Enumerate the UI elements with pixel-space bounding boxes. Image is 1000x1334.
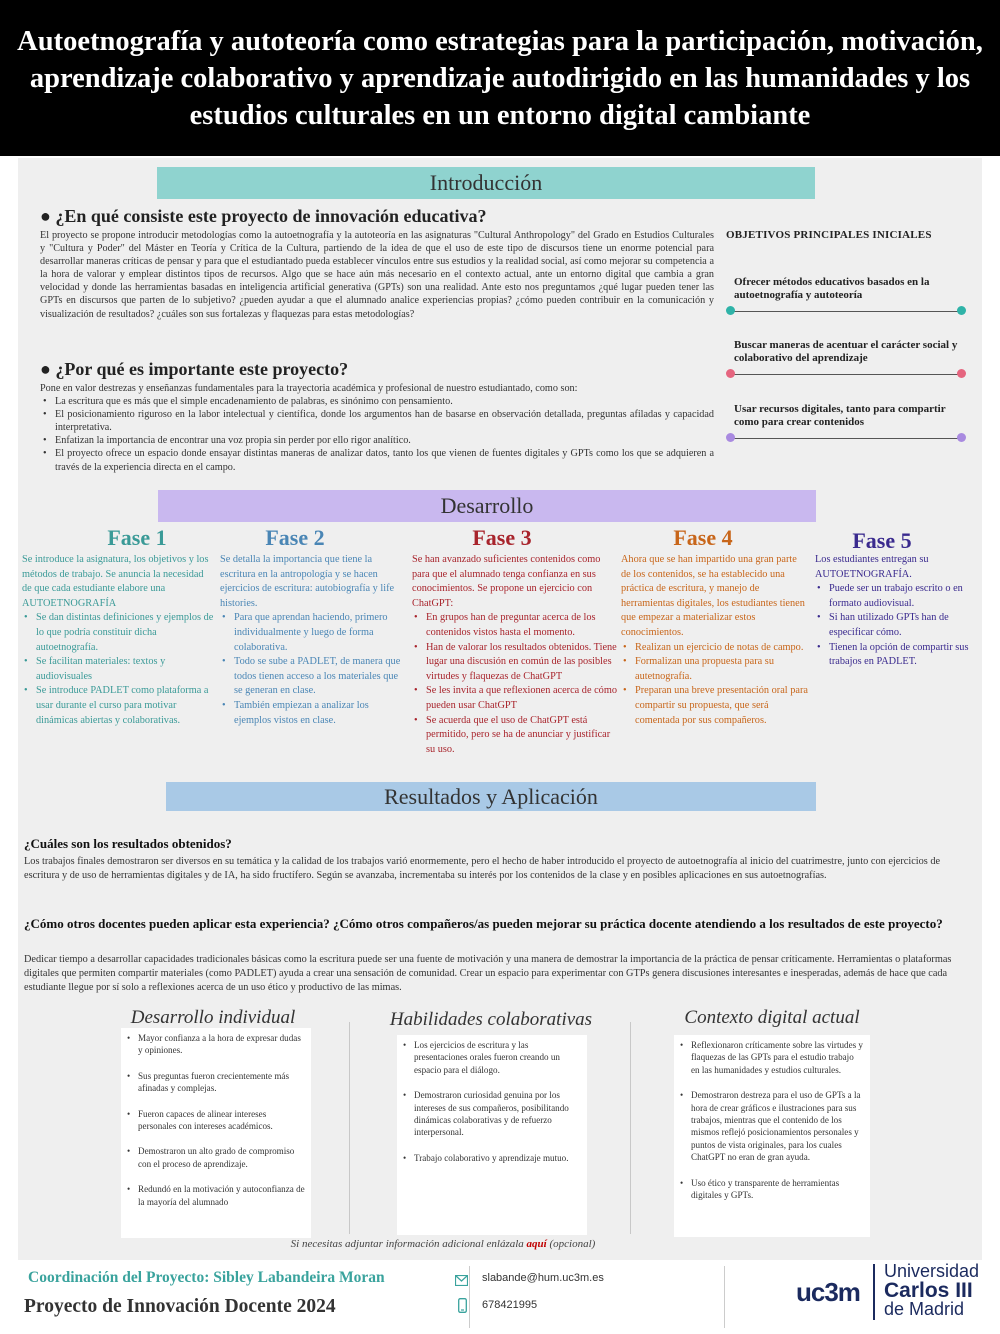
- column-list: [401, 1039, 581, 1164]
- footer-divider: [724, 1266, 725, 1328]
- column-item: • Reflexionaron críticamente sobre las virtudes y flaquezas de las GPTs para el estudio trabajo en las humanidades y estudios culturales.: [678, 1039, 864, 1076]
- program-name: Proyecto de Innovación Docente 2024: [24, 1296, 336, 1317]
- poster-title: Autoetnografía y autoteoría como estrategias para la participación, motivación, aprendizaje colaborativo y aprendizaje autodirigido en las humanidades y los estudios culturales en un entorno digital cambiante: [17, 25, 983, 131]
- objetivo-dot-end: [957, 369, 966, 378]
- column-list: [678, 1039, 864, 1201]
- objetivo-dot-end: [957, 306, 966, 315]
- fase-intro: Se detalla la importancia que tiene la escritura en la antropología y se hacen ejercicios de escritura: autobiografía y life histories.: [220, 554, 395, 609]
- fase-bullet: • Si han utilizado GPTs han de especificar cómo.: [815, 611, 980, 640]
- intro-bullet-list: [40, 395, 714, 474]
- objetivo-item: [726, 339, 966, 379]
- objetivo-line: [730, 311, 962, 312]
- column-title-colaborativas: Habilidades colaborativas: [389, 1009, 593, 1030]
- fase-bullet: • Todo se sube a PADLET, de manera que todos tienen acceso a los materiales que se generan en clase.: [220, 655, 408, 699]
- fase-5-body: [815, 553, 980, 670]
- column-item: • Demostraron destreza para el uso de GPTs a la hora de crear gráficos e ilustraciones para sus trabajos, mientras que el contenido de los mismos reflejó posicionamientos personales y puntos de vista originales, para los cuales ChatGPT no eran de gran ayuda.: [678, 1089, 864, 1163]
- intro-bullet: • El proyecto ofrece un espacio donde ensayar distintas maneras de analizar datos, tanto los que vienen de fuentes digitales y GPTs como los que se adquieren a través de la experiencia directa en el campo.: [40, 447, 714, 473]
- footer-divider: [469, 1266, 470, 1328]
- fase-bullet: • También empiezan a analizar los ejemplos vistos en clase.: [220, 699, 408, 728]
- fase-bullet: • Preparan una breve presentación oral para compartir su propuesta, que será comentada por sus compañeros.: [621, 684, 808, 728]
- additional-info-note: [0, 1238, 886, 1250]
- phone-number: 678421995: [482, 1299, 538, 1311]
- fase-3-body: [412, 553, 618, 757]
- fase-3-title: Fase 3: [472, 525, 532, 550]
- column-card-digital: [674, 1035, 870, 1237]
- uc3m-logo: uc3m: [796, 1277, 860, 1307]
- phone-icon: [458, 1298, 467, 1318]
- university-logo: [884, 1262, 979, 1319]
- poster-header: [0, 0, 1000, 156]
- column-item: • Mayor confianza a la hora de expresar dudas y opiniones.: [125, 1032, 305, 1057]
- fase-bullets: [815, 582, 980, 670]
- objetivo-text: Usar recursos digitales, tanto para compartir como para crear contenidos: [734, 403, 946, 428]
- intro-paragraph-2: Pone en valor destrezas y enseñanzas fundamentales para la trayectoria académica y profesional de nuestro estudiantado, como son:: [40, 383, 578, 394]
- fase-bullets: [22, 611, 215, 728]
- fase-intro: Se han avanzado suficientes contenidos como para que el alumnado tenga confianza en sus conocimientos. Se propone un ejercicio con ChatGPT:: [412, 554, 601, 609]
- objetivos-title: OBJETIVOS PRINCIPALES INICIALES: [726, 229, 932, 241]
- section-bar-desarrollo: Desarrollo: [158, 490, 816, 522]
- university-line-1: Universidad: [884, 1261, 980, 1281]
- fase-bullet: • Tienen la opción de compartir sus trabajos en PADLET.: [815, 641, 980, 670]
- project-coordinator: Coordinación del Proyecto: Sibley Labandeira Moran: [28, 1269, 385, 1286]
- column-item: • Uso ético y transparente de herramientas digitales y GPTs.: [678, 1177, 864, 1202]
- objetivo-line: [730, 374, 962, 375]
- additional-info-link[interactable]: aquí: [526, 1238, 547, 1250]
- fase-1-body: [22, 553, 215, 728]
- objetivo-text: Ofrecer métodos educativos basados en la autoetnografía y autoteoría: [734, 276, 930, 301]
- column-item: • Los ejercicios de escritura y las presentaciones orales fueron creando un espacio para el diálogo.: [401, 1039, 581, 1076]
- resultados-question-1: ¿Cuáles son los resultados obtenidos?: [24, 836, 232, 851]
- fase-bullet: • Han de valorar los resultados obtenidos. Tiene lugar una discusión en común de las posibles virtudes y flaquezas de ChatGPT: [412, 641, 618, 685]
- objetivo-timeline: [726, 369, 966, 379]
- objetivo-dot-start: [726, 433, 735, 442]
- intro-question-2: ● ¿Por qué es importante este proyecto?: [40, 359, 349, 379]
- objetivo-dot-start: [726, 369, 735, 378]
- intro-bullet: • Enfatizan la importancia de encontrar una voz propia sin perder por ello rigor analítico.: [40, 434, 714, 447]
- column-divider: [630, 1022, 631, 1234]
- intro-bullet: • El posicionamiento riguroso en la labor intelectual y científica, donde los argumentos han de basarse en observación detallada, preguntas afiladas y capacidad interpretativa.: [40, 408, 714, 434]
- resultados-paragraph-2: Dedicar tiempo a desarrollar capacidades tradicionales básicas como la escritura puede ser una fuente de motivación y una manera de demostrar la importancia de la práctica de pensar críticamente. Herramientas o plataformas digitales que permiten compartir materiales (como PADLET) ayuda a crear una sensación de comunidad. Crear un espacio para experimentar con GTPs genera discusiones interesantes e inesperadas, además de hace que cada estudiante llegue por sí solo a reflexiones acerca de un uso ético y productivo de las mimas.: [24, 954, 952, 993]
- fase-bullets: [220, 611, 408, 728]
- fase-bullet: • Se les invita a que reflexionen acerca de cómo pueden usar ChatGPT: [412, 684, 618, 713]
- fase-5-title: Fase 5: [852, 528, 912, 553]
- fase-bullet: • Se dan distintas definiciones y ejemplos de lo que podría constituir dicha autoetnografía.: [22, 611, 215, 655]
- column-item: • Demostraron un alto grado de compromiso con el proceso de aprendizaje.: [125, 1145, 305, 1170]
- university-line-3: de Madrid: [884, 1299, 965, 1319]
- fase-bullet: • Para que aprendan haciendo, primero individualmente y luego de forma colaborativa.: [220, 611, 408, 655]
- fase-bullets: [412, 611, 618, 757]
- fase-bullet: • Puede ser un trabajo escrito o en formato audiovisual.: [815, 582, 980, 611]
- objetivo-timeline: [726, 306, 966, 316]
- section-bar-introduccion: Introducción: [157, 167, 815, 199]
- note-text: Si necesitas adjuntar información adicional enlázala: [290, 1238, 527, 1250]
- column-card-individual: [121, 1028, 311, 1238]
- section-bar-resultados: Resultados y Aplicación: [166, 782, 816, 811]
- objetivo-dot-start: [726, 306, 735, 315]
- envelope-icon: [455, 1273, 468, 1291]
- intro-paragraph-1: El proyecto se propone introducir metodologías como la autoetnografía y la autoteoría en las asignaturas "Cultural Anthropology" del Grado en Estudios Culturales y "Cultura y Poder" del Máster en Teoría y Crítica de la Cultura, partiendo de la idea de que el uso de este tipo de discursos tiene un enorme potencial para desarrollar maneras críticas de pensar y para que el estudiantado pueda establecer vínculos entre sus estudios y la realidad social, así como mejorar su competencia a la hora de valorar y emplear distintos tipos de recursos. Algo que se hace aún más necesario en el contexto actual, ante un entorno digital que cambia a gran velocidad y donde las herramientas basadas en inteligencia artificial generativa (GPTs) son una realidad. Ante esto nos preguntamos ¿qué lugar pueden tener las GPTs en discursos que parten de lo subjetivo? ¿pueden ayudar a que el alumnado analice experiencias propias? ¿cómo pueden contribuir en la comunicación y visualización de resultados? ¿cuáles son sus fortalezas y flaquezas para estas metodologías?: [40, 230, 714, 320]
- objetivo-item: [726, 403, 966, 443]
- university-line-2: Carlos III: [884, 1279, 973, 1302]
- resultados-question-2: ¿Cómo otros docentes pueden aplicar esta experiencia? ¿Cómo otros compañeros/as pueden mejorar su práctica docente atendiendo a los resultados de este proyecto?: [24, 916, 943, 931]
- column-title-individual: Desarrollo individual: [130, 1007, 296, 1028]
- fase-bullet: • Formalizan una propuesta para su autetnografía.: [621, 655, 808, 684]
- fase-bullet: • Realizan un ejercicio de notas de campo.: [621, 641, 808, 656]
- fase-intro: Los estudiantes entregan su AUTOETNOGRAFÍA.: [815, 554, 929, 580]
- column-list: [125, 1032, 305, 1208]
- objetivo-line: [730, 438, 962, 439]
- fase-bullet: • Se facilitan materiales: textos y audiovisuales: [22, 655, 215, 684]
- column-item: • Fueron capaces de alinear intereses personales con intereses académicos.: [125, 1108, 305, 1133]
- note-text-after: (opcional): [546, 1238, 596, 1250]
- fase-4-title: Fase 4: [673, 525, 733, 550]
- fase-intro: Se introduce la asignatura, los objetivos y los métodos de trabajo. Se anuncia la necesidad de que cada estudiante elabore una AUTOETNOGRAFÍA: [22, 554, 209, 609]
- fase-2-body: [220, 553, 408, 728]
- fase-intro: Ahora que se han impartido una gran parte de los contenidos, se ha establecido una práctica de escritura, y manejo de herramientas digitales, los estudiantes tienen que empezar a materializar estos conocimientos.: [621, 554, 805, 638]
- column-item: • Demostraron curiosidad genuina por los intereses de sus compañeros, posibilitando dinámicas colaborativas y de refuerzo interpersonal.: [401, 1089, 581, 1139]
- fase-bullet: • Se introduce PADLET como plataforma a usar durante el curso para motivar dinámicas abiertas y colaborativas.: [22, 684, 215, 728]
- column-item: • Redundó en la motivación y autoconfianza de la mayoría del alumnado: [125, 1183, 305, 1208]
- column-divider: [349, 1022, 350, 1234]
- intro-bullet: • La escritura que es más que el simple encadenamiento de palabras, es sinónimo con pensamiento.: [40, 395, 714, 408]
- fase-2-title: Fase 2: [265, 525, 325, 550]
- fase-4-body: [621, 553, 808, 728]
- intro-importance: [40, 382, 714, 474]
- objetivo-dot-end: [957, 433, 966, 442]
- objetivo-timeline: [726, 433, 966, 443]
- resultados-paragraph-1: Los trabajos finales demostraron ser diversos en su temática y la calidad de los trabajos varió enormemente, pero el hecho de haber introducido el proyecto de autoetnografía al inicio del cuatrimestre, junto con ejercicios de escritura y de uso de herramientas digitales y de IA, ha sido fructífero. Según se avanzaba, incrementaba su interés por los contenidos de la clase y en posibles aplicaciones en sus autoetnografías.: [24, 856, 941, 881]
- logo-divider: [873, 1264, 875, 1320]
- fase-bullet: • Se acuerda que el uso de ChatGPT está permitido, pero se ha de anunciar y justificar su uso.: [412, 714, 618, 758]
- column-card-colaborativas: [397, 1035, 587, 1235]
- objetivo-text: Buscar maneras de acentuar el carácter social y colaborativo del aprendizaje: [734, 339, 958, 364]
- fase-bullet: • En grupos han de preguntar acerca de los contenidos vistos hasta el momento.: [412, 611, 618, 640]
- column-item: • Sus preguntas fueron crecientemente más afinadas y complejas.: [125, 1070, 305, 1095]
- email-link[interactable]: slabande@hum.uc3m.es: [482, 1272, 604, 1284]
- fase-1-title: Fase 1: [107, 525, 167, 550]
- column-title-digital: Contexto digital actual: [684, 1007, 860, 1028]
- intro-question-1: ● ¿En qué consiste este proyecto de innovación educativa?: [40, 206, 487, 226]
- fase-bullets: [621, 641, 808, 729]
- column-item: • Trabajo colaborativo y aprendizaje mutuo.: [401, 1152, 581, 1164]
- objetivo-item: [726, 276, 966, 316]
